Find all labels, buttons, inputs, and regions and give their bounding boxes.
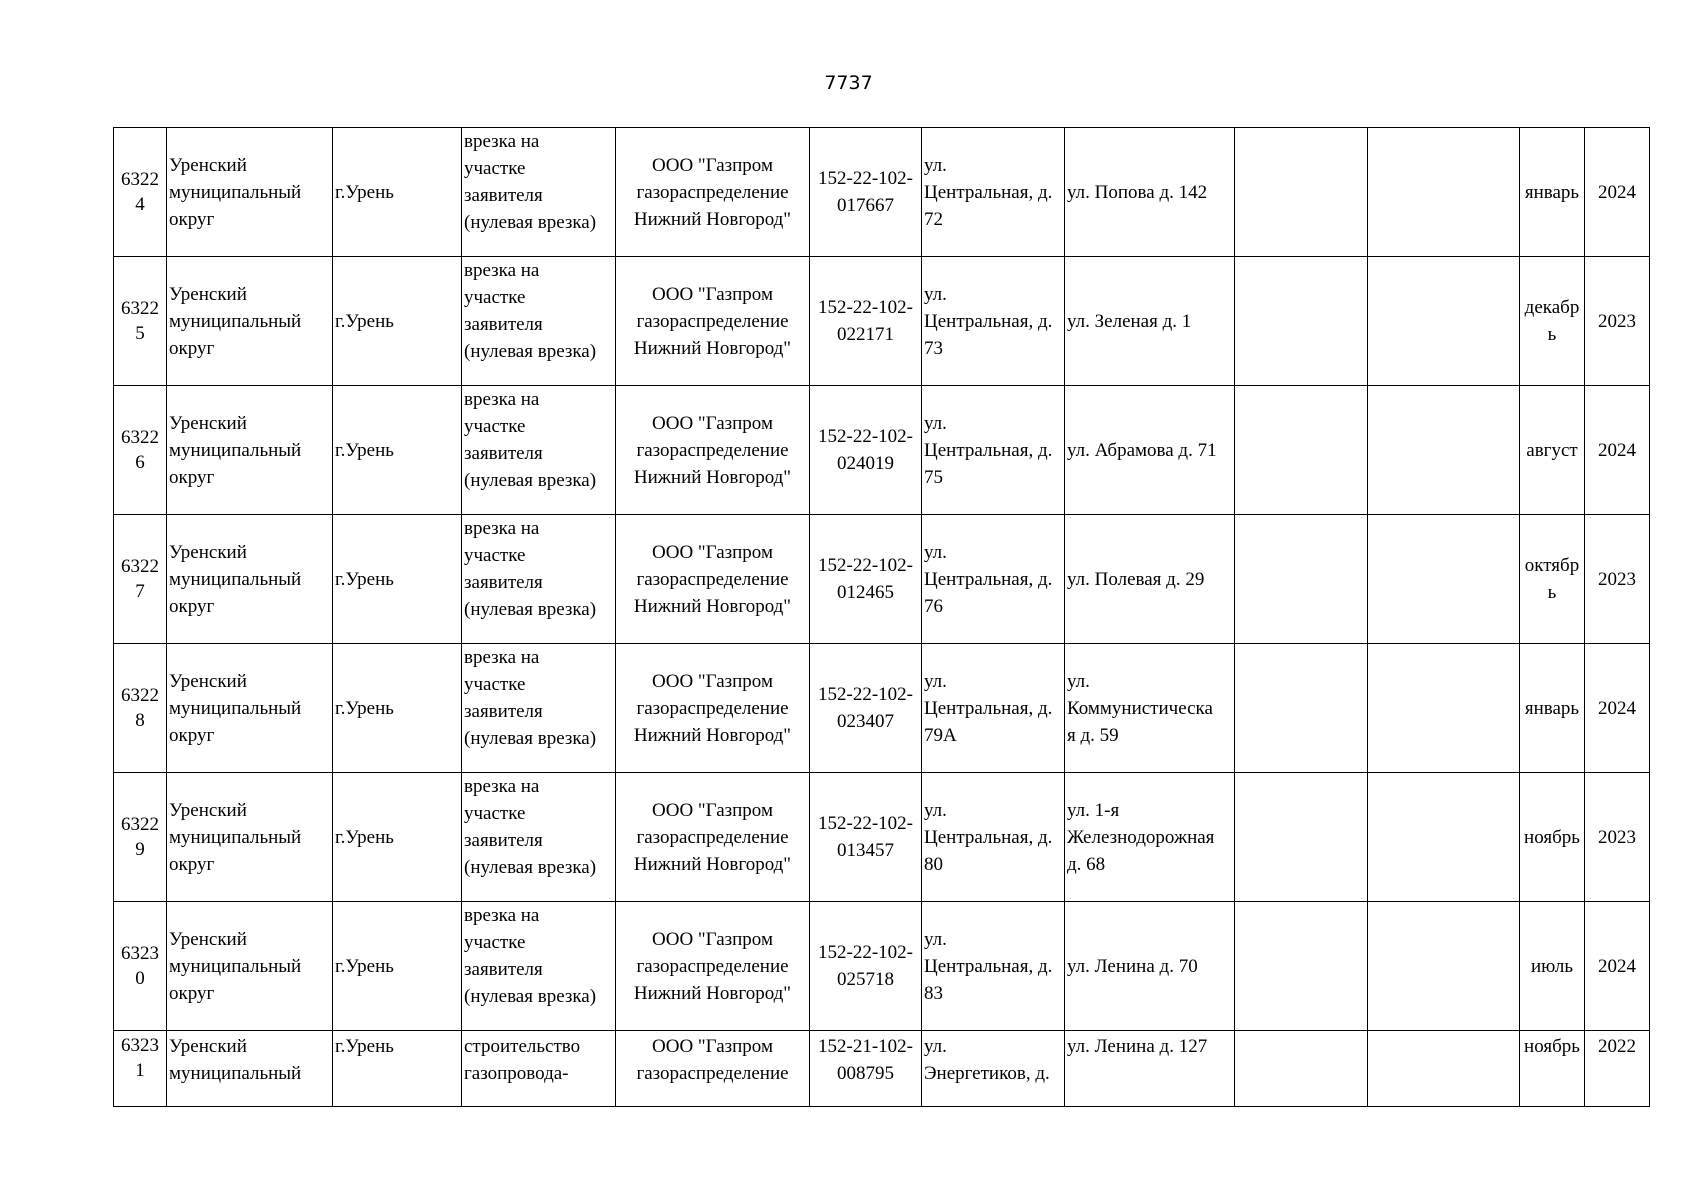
work-type-cell-text: врезка на участке заявителя (нулевая врезка) — [464, 131, 597, 233]
month-cell-text: ноябрь — [1524, 826, 1580, 848]
registry-code-cell-text: 152-22-102- 024019 — [818, 426, 913, 474]
month-cell — [1520, 902, 1585, 1031]
object-address-cell-text: ул. Центральная, д. 72 — [924, 154, 1053, 230]
work-type-cell — [462, 515, 616, 644]
year-cell-text: 2024 — [1598, 181, 1636, 203]
year-cell-text: 2024 — [1598, 439, 1636, 461]
work-type-cell-text: врезка на участке заявителя (нулевая врезка) — [464, 389, 597, 491]
empty-cell — [1368, 386, 1520, 515]
object-address-cell-text: ул. Центральная, д. 75 — [924, 412, 1053, 488]
town-cell-text: г.Урень — [335, 568, 394, 590]
table-row — [114, 1031, 1650, 1107]
connection-point-cell — [1065, 644, 1235, 773]
row-number-cell — [114, 1031, 167, 1107]
district-cell-text: Уренский муниципальный округ — [169, 670, 302, 746]
connection-point-cell-text: ул. Попова д. 142 — [1067, 181, 1208, 203]
empty-cell — [1235, 644, 1368, 773]
month-cell — [1520, 386, 1585, 515]
gas-connections-table — [113, 127, 1650, 1107]
empty-cell — [1235, 257, 1368, 386]
object-address-cell — [922, 773, 1065, 902]
month-cell — [1520, 1031, 1585, 1107]
town-cell-text: г.Урень — [335, 181, 394, 203]
year-cell-text: 2023 — [1598, 568, 1636, 590]
table-row — [114, 644, 1650, 773]
empty-cell — [1368, 773, 1520, 902]
work-type-cell-text: врезка на участке заявителя (нулевая врезка) — [464, 776, 597, 878]
year-cell-text: 2022 — [1598, 1036, 1636, 1057]
work-type-cell — [462, 128, 616, 257]
connection-point-cell-text: ул. Ленина д. 70 — [1067, 955, 1198, 977]
connection-point-cell — [1065, 515, 1235, 644]
district-cell — [167, 1031, 333, 1107]
work-type-cell-text: врезка на участке заявителя (нулевая врезка) — [464, 905, 597, 1007]
connection-point-cell-text: ул. Коммунистическа я д. 59 — [1067, 670, 1213, 746]
district-cell-text: Уренский муниципальный округ — [169, 541, 302, 617]
year-cell-text: 2023 — [1598, 826, 1636, 848]
empty-cell — [1235, 902, 1368, 1031]
registry-code-cell — [810, 644, 922, 773]
work-type-cell-text: врезка на участке заявителя (нулевая врезка) — [464, 260, 597, 362]
month-cell — [1520, 773, 1585, 902]
district-cell — [167, 386, 333, 515]
year-cell — [1585, 644, 1650, 773]
district-cell — [167, 644, 333, 773]
row-number-cell-text: 6322 4 — [121, 169, 159, 215]
empty-cell — [1368, 644, 1520, 773]
row-number-cell-text: 6322 8 — [121, 685, 159, 731]
connection-point-cell — [1065, 1031, 1235, 1107]
work-type-cell-text: врезка на участке заявителя (нулевая врезка) — [464, 647, 597, 749]
object-address-cell — [922, 386, 1065, 515]
connection-point-cell-text: ул. Ленина д. 127 — [1067, 1036, 1208, 1057]
work-type-cell — [462, 773, 616, 902]
district-cell-text: Уренский муниципальный округ — [169, 283, 302, 359]
empty-cell — [1368, 128, 1520, 257]
row-number-cell — [114, 386, 167, 515]
table-row — [114, 773, 1650, 902]
page-number: 7737 — [824, 72, 873, 94]
town-cell — [333, 644, 462, 773]
organization-cell-text: ООО "Газпром газораспределение Нижний Новгород" — [633, 670, 792, 746]
work-type-cell — [462, 1031, 616, 1107]
town-cell-text: г.Урень — [335, 310, 394, 332]
registry-code-cell — [810, 386, 922, 515]
object-address-cell — [922, 257, 1065, 386]
town-cell — [333, 515, 462, 644]
row-number-cell-text: 6322 9 — [121, 814, 159, 860]
connection-point-cell — [1065, 128, 1235, 257]
object-address-cell-text: ул. Центральная, д. 80 — [924, 799, 1053, 875]
year-cell-text: 2024 — [1598, 697, 1636, 719]
registry-code-cell — [810, 128, 922, 257]
row-number-cell-text: 6322 5 — [121, 298, 159, 344]
year-cell-text: 2024 — [1598, 955, 1636, 977]
object-address-cell — [922, 515, 1065, 644]
organization-cell-text: ООО "Газпром газораспределение Нижний Новгород" — [633, 412, 792, 488]
town-cell — [333, 128, 462, 257]
connection-point-cell — [1065, 773, 1235, 902]
row-number-cell-text: 6323 1 — [121, 1035, 159, 1081]
district-cell-text: Уренский муниципальный округ — [169, 799, 302, 875]
month-cell-text: август — [1526, 439, 1578, 461]
month-cell-text: октябр ь — [1524, 555, 1580, 603]
organization-cell-text: ООО "Газпром газораспределение Нижний Новгород" — [633, 799, 792, 875]
work-type-cell — [462, 386, 616, 515]
connection-point-cell — [1065, 386, 1235, 515]
registry-code-cell-text: 152-22-102- 023407 — [818, 684, 913, 732]
organization-cell — [616, 515, 810, 644]
town-cell-text: г.Урень — [335, 1036, 394, 1057]
organization-cell-text: ООО "Газпром газораспределение Нижний Новгород" — [633, 154, 792, 230]
town-cell — [333, 1031, 462, 1107]
town-cell-text: г.Урень — [335, 826, 394, 848]
registry-code-cell-text: 152-22-102- 012465 — [818, 555, 913, 603]
organization-cell — [616, 1031, 810, 1107]
organization-cell-text: ООО "Газпром газораспределение Нижний Новгород" — [633, 283, 792, 359]
organization-cell-text: ООО "Газпром газораспределение Нижний Новгород" — [633, 541, 792, 617]
year-cell — [1585, 1031, 1650, 1107]
table-row — [114, 515, 1650, 644]
district-cell — [167, 773, 333, 902]
work-type-cell — [462, 644, 616, 773]
month-cell — [1520, 644, 1585, 773]
district-cell-text: Уренский муниципальный округ — [169, 928, 302, 1004]
registry-code-cell — [810, 515, 922, 644]
object-address-cell — [922, 644, 1065, 773]
district-cell-text: Уренский муниципальный округ — [169, 154, 302, 230]
organization-cell — [616, 644, 810, 773]
row-number-cell — [114, 902, 167, 1031]
connection-point-cell-text: ул. Зеленая д. 1 — [1067, 310, 1192, 332]
registry-code-cell-text: 152-22-102- 025718 — [818, 942, 913, 990]
work-type-cell-text: строительство газопровода- — [464, 1036, 581, 1084]
town-cell-text: г.Урень — [335, 697, 394, 719]
month-cell-text: июль — [1530, 955, 1574, 977]
month-cell-text: декабр ь — [1524, 297, 1580, 345]
connection-point-cell-text: ул. 1-я Железнодорожная д. 68 — [1067, 799, 1215, 875]
empty-cell — [1235, 515, 1368, 644]
month-cell-text: январь — [1524, 697, 1580, 719]
work-type-cell — [462, 902, 616, 1031]
work-type-cell-text: врезка на участке заявителя (нулевая врезка) — [464, 518, 597, 620]
table-row — [114, 386, 1650, 515]
object-address-cell-text: ул. Центральная, д. 83 — [924, 928, 1053, 1004]
organization-cell — [616, 257, 810, 386]
year-cell — [1585, 257, 1650, 386]
row-number-cell — [114, 128, 167, 257]
table-row — [114, 128, 1650, 257]
connection-point-cell — [1065, 902, 1235, 1031]
empty-cell — [1368, 257, 1520, 386]
year-cell-text: 2023 — [1598, 310, 1636, 332]
row-number-cell — [114, 257, 167, 386]
organization-cell-text: ООО "Газпром газораспределение Нижний Новгород" — [633, 928, 792, 1004]
row-number-cell — [114, 773, 167, 902]
year-cell — [1585, 902, 1650, 1031]
registry-code-cell-text: 152-21-102- 008795 — [818, 1036, 913, 1084]
year-cell — [1585, 773, 1650, 902]
district-cell-text: Уренский муниципальный округ — [169, 412, 302, 488]
empty-cell — [1235, 1031, 1368, 1107]
table-row — [114, 902, 1650, 1031]
object-address-cell-text: ул. Энергетиков, д. — [924, 1036, 1050, 1084]
month-cell — [1520, 257, 1585, 386]
organization-cell — [616, 773, 810, 902]
month-cell — [1520, 515, 1585, 644]
object-address-cell-text: ул. Центральная, д. 73 — [924, 283, 1053, 359]
empty-cell — [1368, 902, 1520, 1031]
district-cell — [167, 902, 333, 1031]
year-cell — [1585, 128, 1650, 257]
empty-cell — [1368, 1031, 1520, 1107]
organization-cell — [616, 902, 810, 1031]
empty-cell — [1235, 386, 1368, 515]
district-cell — [167, 515, 333, 644]
town-cell — [333, 773, 462, 902]
year-cell — [1585, 386, 1650, 515]
object-address-cell — [922, 1031, 1065, 1107]
registry-code-cell — [810, 902, 922, 1031]
district-cell — [167, 257, 333, 386]
empty-cell — [1235, 773, 1368, 902]
district-cell-text: Уренский муниципальный — [169, 1036, 302, 1084]
month-cell-text: ноябрь — [1524, 1036, 1580, 1057]
town-cell-text: г.Урень — [335, 955, 394, 977]
object-address-cell — [922, 902, 1065, 1031]
work-type-cell — [462, 257, 616, 386]
connection-point-cell — [1065, 257, 1235, 386]
object-address-cell — [922, 128, 1065, 257]
row-number-cell-text: 6323 0 — [121, 943, 159, 989]
table-row — [114, 257, 1650, 386]
connection-point-cell-text: ул. Полевая д. 29 — [1067, 568, 1205, 590]
row-number-cell-text: 6322 7 — [121, 556, 159, 602]
row-number-cell — [114, 515, 167, 644]
registry-code-cell-text: 152-22-102- 013457 — [818, 813, 913, 861]
organization-cell — [616, 386, 810, 515]
registry-code-cell — [810, 257, 922, 386]
registry-code-cell-text: 152-22-102- 022171 — [818, 297, 913, 345]
year-cell — [1585, 515, 1650, 644]
organization-cell-text: ООО "Газпром газораспределение — [636, 1036, 789, 1084]
empty-cell — [1235, 128, 1368, 257]
registry-code-cell — [810, 773, 922, 902]
row-number-cell — [114, 644, 167, 773]
town-cell-text: г.Урень — [335, 439, 394, 461]
month-cell — [1520, 128, 1585, 257]
row-number-cell-text: 6322 6 — [121, 427, 159, 473]
connection-point-cell-text: ул. Абрамова д. 71 — [1067, 439, 1217, 461]
town-cell — [333, 257, 462, 386]
organization-cell — [616, 128, 810, 257]
registry-code-cell — [810, 1031, 922, 1107]
empty-cell — [1368, 515, 1520, 644]
month-cell-text: январь — [1524, 181, 1580, 203]
registry-code-cell-text: 152-22-102- 017667 — [818, 168, 913, 216]
object-address-cell-text: ул. Центральная, д. 79А — [924, 670, 1053, 746]
town-cell — [333, 386, 462, 515]
object-address-cell-text: ул. Центральная, д. 76 — [924, 541, 1053, 617]
district-cell — [167, 128, 333, 257]
town-cell — [333, 902, 462, 1031]
